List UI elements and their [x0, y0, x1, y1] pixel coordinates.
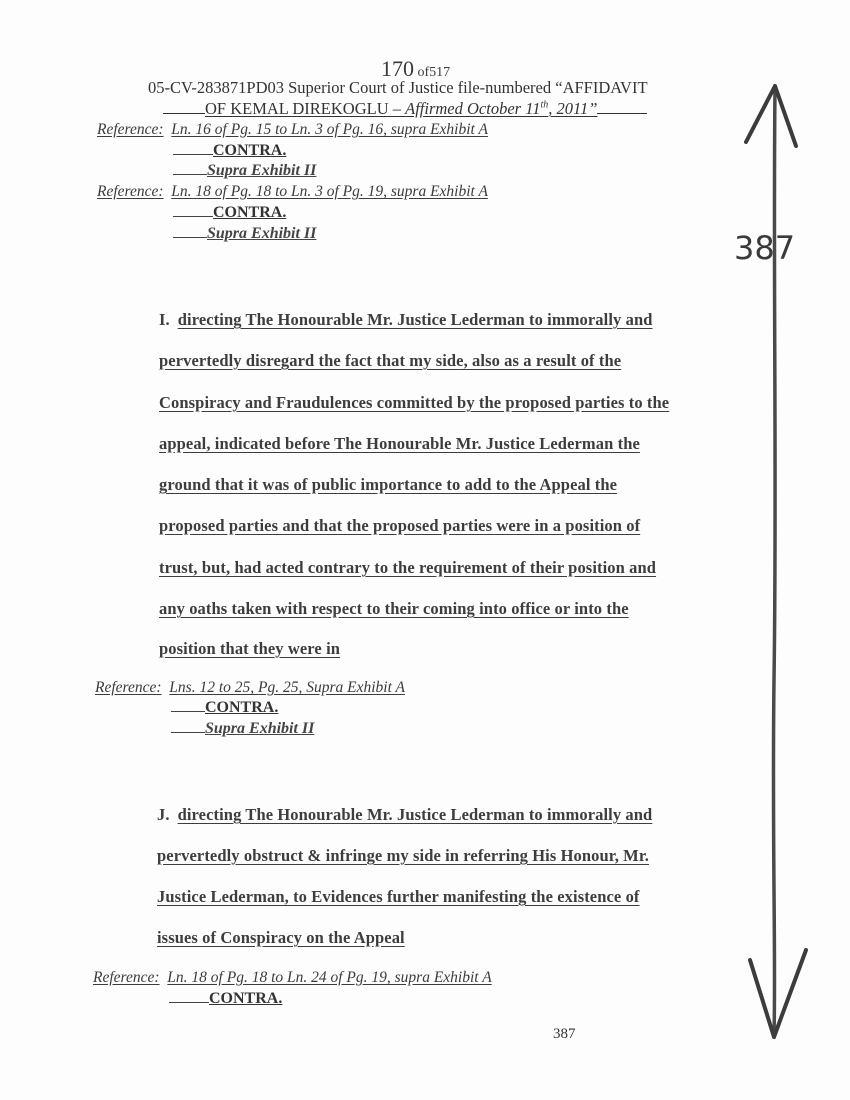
blank-rule	[173, 215, 213, 217]
paragraph-j-label: J.	[157, 805, 170, 824]
blank-rule	[597, 112, 647, 114]
page-current: 170	[381, 56, 414, 81]
blank-rule	[173, 236, 207, 238]
double-arrow-icon	[740, 80, 810, 1050]
reference-line	[93, 969, 492, 987]
blank-rule	[171, 731, 205, 733]
reference-citation: Ln. 18 of Pg. 18 to Ln. 24 of Pg. 19, supra Exhibit A	[167, 969, 492, 986]
blank-rule	[169, 1001, 209, 1003]
paragraph-i-line-2: pervertedly disregard the fact that my side, also as a result of the	[159, 351, 622, 370]
contra-line	[171, 699, 278, 717]
paragraph-i-label: I.	[159, 310, 170, 329]
supra-exhibit-line	[173, 162, 316, 180]
reference-line	[97, 183, 488, 201]
paragraph-i-line-3: Conspiracy and Fraudulences committed by the proposed parties to the	[159, 393, 670, 412]
reference-lead: Reference:	[97, 121, 164, 138]
footer-page-number: 387	[553, 1026, 576, 1042]
paragraph-i-line-7: trust, but, had acted contrary to the requirement of their position and	[159, 558, 657, 577]
affidavit-title: OF KEMAL DIREKOGLU –	[205, 99, 406, 118]
page-of: of	[417, 65, 430, 80]
paragraph-i-line-4: appeal, indicated before The Honourable Mr. Justice Lederman the	[159, 434, 640, 453]
blank-rule	[173, 153, 213, 155]
affirmed-year: , 2011”	[548, 99, 598, 118]
blank-rule	[171, 710, 205, 712]
paragraph-i-line-5: ground that it was of public importance to add to the Appeal the	[159, 475, 618, 494]
blank-rule	[163, 112, 205, 114]
supra-exhibit-text: Supra Exhibit II	[207, 225, 317, 242]
contra-text: CONTRA.	[205, 699, 279, 716]
paragraph-i-line-6: proposed parties and that the proposed parties were in a position of	[159, 516, 641, 535]
reference-citation: Lns. 12 to 25, Pg. 25, Supra Exhibit A	[169, 679, 405, 696]
supra-exhibit-text: Supra Exhibit II	[205, 720, 315, 737]
paragraph-i-line-9: position that they were in	[159, 639, 341, 658]
blank-rule	[173, 173, 207, 175]
supra-exhibit-line	[171, 720, 314, 738]
paragraph-j-line-1	[157, 805, 652, 825]
paragraph-j-line-2: pervertedly obstruct & infringe my side in referring His Honour, Mr.	[157, 846, 649, 865]
contra-line	[169, 990, 282, 1008]
reference-citation: Ln. 18 of Pg. 18 to Ln. 3 of Pg. 19, supra Exhibit A	[171, 183, 488, 200]
reference-line	[97, 121, 488, 139]
paragraph-i-text: directing The Honourable Mr. Justice Lederman to immorally and	[177, 310, 653, 329]
affirmed-date: Affirmed October 11	[405, 99, 541, 118]
paragraph-j-line-3: Justice Lederman, to Evidences further manifesting the existence of	[157, 887, 640, 906]
paragraph-j-line-4: issues of Conspiracy on the Appeal	[157, 928, 405, 947]
supra-exhibit-text: Supra Exhibit II	[207, 162, 317, 179]
paragraph-j-text: directing The Honourable Mr. Justice Lederman to immorally and	[177, 805, 653, 824]
file-number-line: 05-CV-283871PD03 Superior Court of Justice file-numbered “AFFIDAVIT	[148, 78, 648, 97]
reference-lead: Reference:	[95, 679, 162, 696]
paragraph-i-line-1	[159, 310, 653, 330]
reference-lead: Reference:	[93, 969, 160, 986]
reference-citation: Ln. 16 of Pg. 15 to Ln. 3 of Pg. 16, supra Exhibit A	[171, 121, 488, 138]
contra-text: CONTRA.	[209, 990, 283, 1007]
supra-exhibit-line	[173, 225, 316, 243]
contra-line	[173, 142, 286, 160]
date-suffix: th	[540, 99, 549, 111]
contra-text: CONTRA.	[213, 142, 287, 159]
page-total: 517	[429, 65, 451, 80]
affidavit-title-line	[163, 99, 647, 119]
reference-line	[95, 679, 405, 697]
handwritten-page-number: 387	[734, 229, 796, 267]
reference-lead: Reference:	[97, 183, 164, 200]
contra-text: CONTRA.	[213, 204, 287, 221]
contra-line	[173, 204, 286, 222]
paragraph-i-line-8: any oaths taken with respect to their coming into office or into the	[159, 599, 629, 618]
